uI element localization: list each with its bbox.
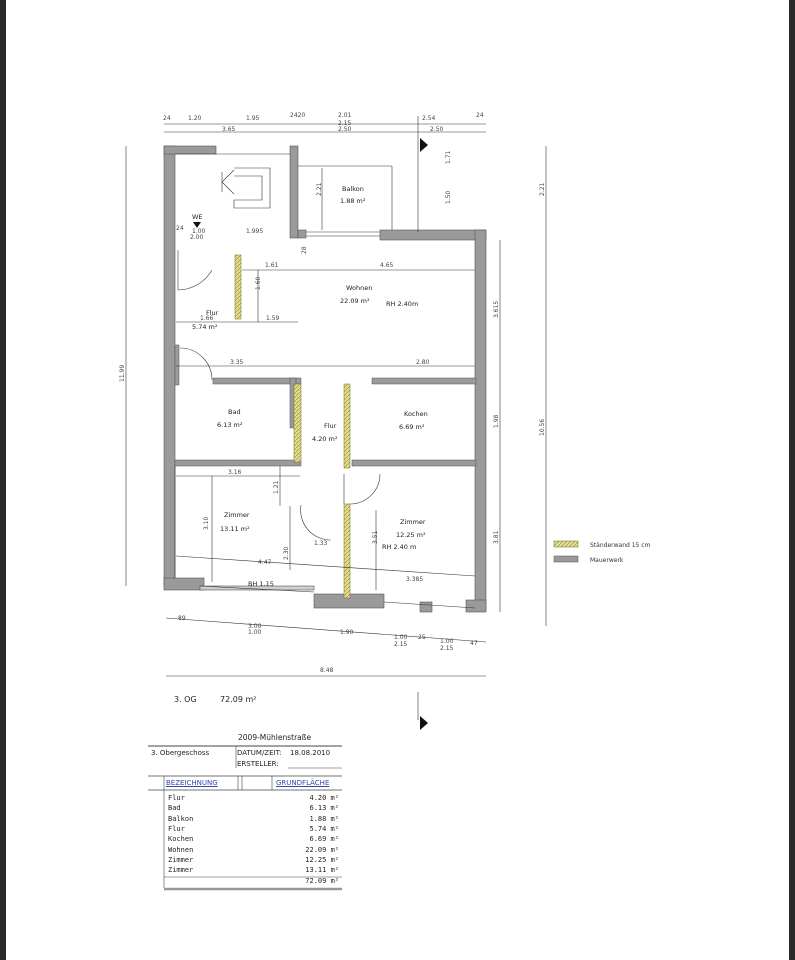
we-label: WE — [192, 213, 203, 221]
dim-right-1: 3.615 — [493, 300, 500, 318]
dim-flur-2: 1.59 — [266, 315, 280, 322]
table-row — [150, 793, 342, 803]
bad-name: Bad — [228, 408, 241, 416]
dim-bottom-inner-3: 3.385 — [406, 576, 424, 583]
zimmer1-area: 13.11 m² — [220, 525, 250, 533]
room-area: 22.09 m² — [305, 845, 339, 854]
dim-bottom-10: 47 — [470, 640, 478, 647]
dim-bottom-5: 1.00 — [394, 634, 408, 641]
dim-zimmer-v1: 3.10 — [203, 516, 210, 530]
flur1-area: 5.74 m² — [192, 323, 218, 331]
dim-wohnen-1: 1.61 — [265, 262, 279, 269]
dim-flur-1: 1.66 — [200, 315, 214, 322]
dim-top-3: 1.95 — [246, 115, 260, 122]
dim-top-8: 24 — [476, 112, 484, 119]
room-name: Zimmer — [168, 866, 194, 875]
area-schedule-table — [150, 793, 342, 886]
room-name: Bad — [168, 804, 181, 813]
dim-top-2: 1.20 — [188, 115, 202, 122]
dim-zimmer-v4: 3.51 — [372, 530, 379, 544]
dim-balkon-v3: 1.50 — [445, 190, 452, 204]
schedule-floor: 3. Obergeschoss — [151, 749, 210, 757]
balkon-area: 1.88 m² — [340, 197, 366, 205]
room-area: 5.74 m² — [309, 825, 339, 834]
floor-label: 3. OG — [174, 695, 197, 704]
room-name: Balkon — [168, 814, 194, 823]
room-area: 4.20 m² — [309, 794, 339, 803]
dim-wc-2: 2.00 — [190, 234, 204, 241]
room-name: Wohnen — [168, 845, 194, 854]
legend-stud-swatch — [554, 541, 578, 547]
dim-bottom-2: 3.00 — [248, 623, 262, 630]
col-name-header: BEZEICHNUNG — [166, 779, 218, 787]
table-row — [150, 814, 342, 824]
wohnen-name: Wohnen — [346, 284, 373, 292]
project-name: 2009-Mühlenstraße — [238, 733, 312, 742]
flur1-name: Flur — [206, 309, 219, 317]
dim-bottom-7: 25 — [418, 634, 426, 641]
dim-bottom-3: 1.00 — [248, 629, 262, 636]
kochen-name: Kochen — [404, 410, 428, 418]
zimmer2-area: 12.25 m² — [396, 531, 426, 539]
date-value: 18.08.2010 — [290, 749, 331, 757]
wohnen-rh: RH 2.40m — [386, 300, 419, 308]
room-name: Flur — [168, 825, 185, 834]
room-area: 6.69 m² — [309, 835, 339, 844]
dim-right-5: 2.21 — [539, 182, 546, 196]
table-row — [150, 824, 342, 834]
dim-top2-3: 2.50 — [430, 126, 444, 133]
dim-top2-2: 2.50 — [338, 126, 352, 133]
dim-bottom-inner-1: 4.47 — [258, 559, 272, 566]
col-area-header: GRUNDFLÄCHE — [276, 779, 330, 787]
dim-wc-4: 24 — [176, 225, 184, 232]
dim-balkon-v1: 2.21 — [316, 182, 323, 196]
dim-bad-1: 3.35 — [230, 359, 244, 366]
dim-top-4: 2420 — [290, 112, 306, 119]
dim-right-4: 10.56 — [539, 418, 546, 436]
room-name: Zimmer — [168, 855, 194, 864]
dim-bottom-4: 1.90 — [340, 629, 354, 636]
dim-zimmer-v2: 1.21 — [273, 480, 280, 494]
dim-right-3: 3.81 — [493, 530, 500, 544]
room-labels — [192, 185, 428, 588]
dim-bottom-inner-2: 1.33 — [314, 540, 328, 547]
dim-top-5: 2.01 — [338, 112, 352, 119]
dim-bottom-total: 8.48 — [320, 667, 334, 674]
dim-bottom-1: 89 — [178, 615, 186, 622]
floor-area: 72.09 m² — [220, 695, 257, 704]
room-name: Kochen — [168, 835, 194, 844]
inner-walls — [175, 345, 476, 466]
date-label: DATUM/ZEIT: — [237, 749, 282, 757]
table-total-row — [150, 875, 342, 885]
room-name: Flur — [168, 794, 185, 803]
legend — [554, 541, 651, 564]
dim-wc-1: 1.00 — [192, 228, 206, 235]
table-row — [150, 865, 342, 875]
section-markers — [193, 138, 428, 730]
legend-masonry-label: Mauerwerk — [590, 557, 624, 564]
zimmer2-rh: RH 2.40 m — [382, 543, 417, 551]
dim-bad-2: 2.80 — [416, 359, 430, 366]
room-area: 1.88 m² — [309, 814, 339, 823]
dim-bottom-8: 1.00 — [440, 638, 454, 645]
room-area: 12.25 m² — [305, 855, 339, 864]
dim-wc-3: 1.995 — [246, 228, 264, 235]
bad-area: 6.13 m² — [217, 421, 243, 429]
dim-top-6: 2.15 — [338, 120, 352, 127]
dim-top2-1: 3.65 — [222, 126, 236, 133]
zimmer2-name: Zimmer — [400, 518, 426, 526]
dim-balkon-v2: 1.71 — [445, 150, 452, 164]
total-area: 72.09 m² — [305, 876, 339, 885]
table-row — [150, 855, 342, 865]
wohnen-area: 22.09 m² — [340, 297, 370, 305]
legend-stud-label: Ständerwand 15 cm — [590, 542, 651, 549]
legend-masonry-swatch — [554, 556, 578, 562]
kochen-area: 6.69 m² — [399, 423, 425, 431]
dim-right-2: 1.98 — [493, 414, 500, 428]
dim-zimmer-row: 3.16 — [228, 469, 242, 476]
dim-flur-v: 1.60 — [255, 276, 262, 290]
dim-left-total: 11.99 — [119, 364, 126, 382]
table-row — [150, 844, 342, 854]
room-area: 13.11 m² — [305, 866, 339, 875]
dim-wc-5: 28 — [301, 246, 308, 254]
flur2-name: Flur — [324, 422, 337, 430]
dim-bottom-9: 2.15 — [440, 645, 454, 652]
table-row — [150, 834, 342, 844]
dim-zimmer-v3: 2.30 — [283, 546, 290, 560]
room-area: 6.13 m² — [309, 804, 339, 813]
flur2-area: 4.20 m² — [312, 435, 338, 443]
zimmer1-bh: BH 1.15 — [248, 580, 274, 588]
dim-top-7: 2.54 — [422, 115, 436, 122]
dim-bottom-6: 2.15 — [394, 641, 408, 648]
balkon-name: Balkon — [342, 185, 364, 193]
author-label: ERSTELLER: — [237, 760, 279, 768]
zimmer1-name: Zimmer — [224, 511, 250, 519]
dim-top-1: 24 — [163, 115, 171, 122]
dim-wohnen-2: 4.65 — [380, 262, 394, 269]
table-row — [150, 803, 342, 813]
